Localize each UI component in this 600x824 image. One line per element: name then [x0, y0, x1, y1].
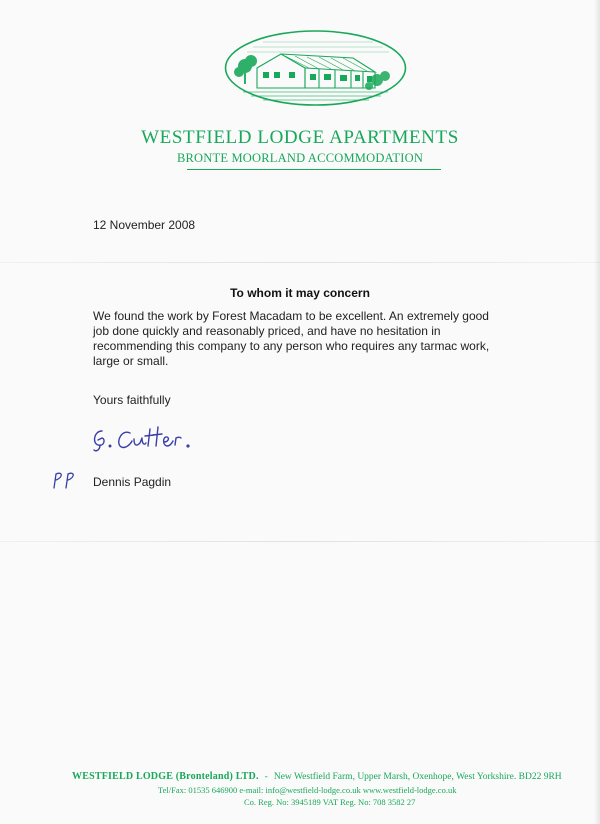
paper-fold-line — [0, 262, 600, 263]
footer-registration: Co. Reg. No: 3945189 VAT Reg. No: 708 3582 27 — [244, 797, 416, 807]
lodge-building-illustration-icon — [223, 28, 408, 108]
footer-separator: - — [264, 772, 268, 782]
pp-handwritten-mark — [50, 468, 78, 490]
letter-subject: To whom it may concern — [230, 286, 370, 300]
handwritten-signature — [88, 421, 198, 455]
footer-contact: Tel/Fax: 01535 646900 e-mail: info@westfield-lodge.co.uk www.westfield-lodge.co.uk — [158, 785, 457, 795]
letter-closing: Yours faithfully — [93, 393, 171, 407]
letterhead-rule — [187, 169, 441, 170]
paper-fold-line — [0, 541, 600, 542]
footer-address: New Westfield Farm, Upper Marsh, Oxenhope, West Yorkshire. BD22 9RH — [273, 772, 562, 782]
company-name: WESTFIELD LODGE APARTMENTS — [141, 127, 459, 148]
footer-address-line — [72, 771, 562, 782]
company-tagline: BRONTE MOORLAND ACCOMMODATION — [176, 151, 424, 165]
signer-name: Dennis Pagdin — [93, 475, 172, 489]
letter-date: 12 November 2008 — [93, 218, 196, 232]
paper-edge-shadow — [594, 0, 600, 824]
letter-body: We found the work by Forest Macadam to be excellent. An extremely good job done quickly and reasonably priced, and have no hesitation in recommending this company to any person who requires any tarmac work, large or small. — [93, 309, 490, 368]
footer-firm-name: WESTFIELD LODGE (Bronteland) LTD. — [72, 771, 259, 782]
